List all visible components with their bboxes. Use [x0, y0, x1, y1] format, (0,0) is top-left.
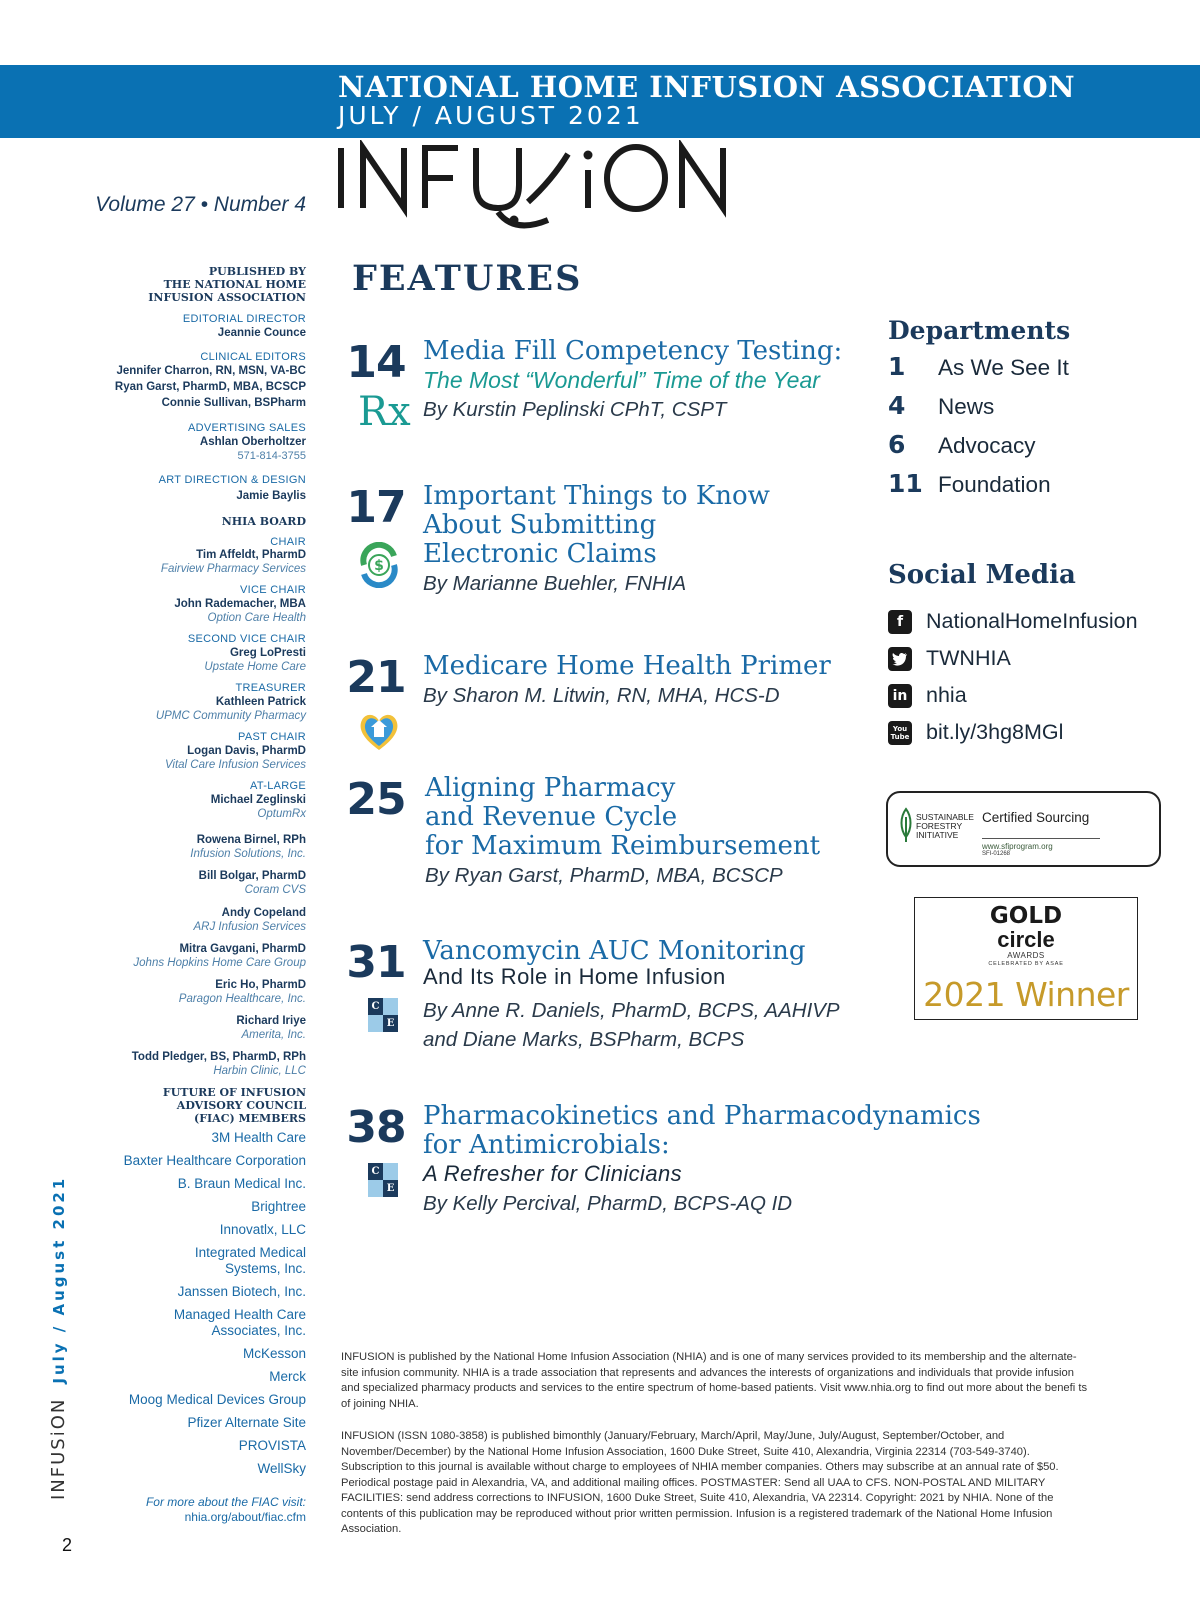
association-title: NATIONAL HOME INFUSION ASSOCIATION: [338, 70, 1076, 104]
feature-subtitle: And Its Role in Home Infusion: [423, 964, 726, 989]
department-name: News: [938, 394, 995, 419]
fiac-member: B. Braun Medical Inc.: [177, 1176, 306, 1191]
fiac-member: Merck: [269, 1369, 306, 1384]
fiac-member: Moog Medical Devices Group: [128, 1392, 306, 1407]
feature-page: 14: [346, 337, 406, 388]
gold-awards-text: AWARDS: [1007, 951, 1045, 960]
board-name: Bill Bolgar, PharmD: [198, 870, 306, 882]
fiac-heading: (FIAC) MEMBERS: [194, 1112, 306, 1125]
social-heading: Social Media: [888, 560, 1076, 590]
masthead-name: Connie Sullivan, BSPharm: [161, 397, 306, 409]
social-label: TWNHIA: [926, 646, 1011, 670]
feature-byline: By Sharon M. Litwin, RN, MHA, HCS-D: [423, 684, 780, 707]
feature-title: Important Things to Know: [423, 481, 770, 511]
feature-title: for Antimicrobials:: [423, 1130, 670, 1160]
feature-page: 17: [346, 482, 406, 533]
departments-list: [888, 352, 1069, 508]
board-role: VICE CHAIR: [240, 584, 306, 596]
feature-byline: By Marianne Buehler, FNHIA: [423, 572, 687, 595]
linkedin-icon: in: [888, 684, 912, 708]
department-page: 11: [888, 469, 923, 498]
board-heading: NHIA BOARD: [221, 515, 306, 528]
feature-page: 21: [346, 652, 406, 703]
feature-byline: By Kelly Percival, PharmD, BCPS-AQ ID: [423, 1192, 793, 1215]
gold-circle-award: [914, 897, 1138, 1020]
board-org: ARJ Infusion Services: [193, 921, 306, 933]
fiac-member: WellSky: [257, 1461, 306, 1476]
board-role: SECOND VICE CHAIR: [187, 633, 306, 645]
sfi-url: www.sfiprogram.org: [982, 842, 1053, 851]
masthead-name: Jeannie Counce: [217, 327, 306, 339]
svg-text:$: $: [374, 558, 384, 574]
departments-heading: Departments: [888, 316, 1071, 345]
fiac-member: Managed Health Care Associates, Inc.: [173, 1307, 306, 1338]
social-label: NationalHomeInfusion: [926, 609, 1138, 633]
publication-info: INFUSION (ISSN 1080-3858) is published bimonthly (January/February, March/April, May/June, July/August, September/October, and November/December) by the National Home Infusion Association, 1600 Duke Street, Suite 410, Alexandria, Virginia 22314 (703-549-3740). Subscription to this journal is available without charge to employees of NHIA member companies. Others may subscribe at an annual rate of $50. Periodical postage paid in Alexandria, VA, and additional mailing offices. POSTMASTER: Send all UAA to CFS. NON-POSTAL AND MILITARY FACILITIES: send address corrections to INFUSION, 1600 Duke Street, Suite 410, Alexandria, VA 22314. Copyright: 2021 by NHIA. None of the contents of this publication may be reproduced without prior written permission. Infusion is a registered trademark of the National Home Infusion Association.: [341, 1430, 1059, 1535]
masthead-role: ART DIRECTION & DESIGN: [158, 474, 306, 486]
tree-icon: [898, 807, 914, 848]
feature-title: Vancomycin AUC Monitoring: [423, 936, 806, 966]
masthead-name: Jennifer Charron, RN, MSN, VA-BC: [116, 365, 306, 377]
board-name: John Rademacher, MBA: [174, 598, 306, 610]
sfi-org: SUSTAINABLE FORESTRY INITIATIVE: [916, 812, 974, 840]
department-item[interactable]: [888, 391, 1069, 430]
gold-winner-text: 2021 Winner: [923, 975, 1129, 1014]
social-item[interactable]: [888, 640, 1138, 677]
published-by-line: THE NATIONAL HOME: [163, 278, 306, 291]
facebook-icon: f: [888, 610, 912, 634]
features-heading: FEATURES: [352, 258, 583, 299]
department-name: Advocacy: [938, 433, 1036, 458]
spine-logo: INFUSiON: [48, 1397, 69, 1500]
department-item[interactable]: [888, 469, 1069, 508]
feature-page: 38: [346, 1102, 406, 1153]
board-role: CHAIR: [270, 536, 306, 548]
masthead-name: Jamie Baylis: [236, 490, 306, 502]
department-name: As We See It: [938, 355, 1069, 380]
fiac-heading: FUTURE OF INFUSION: [162, 1086, 306, 1099]
board-org: Coram CVS: [244, 884, 306, 896]
feature-page: 25: [346, 774, 406, 825]
infusion-logo: [338, 140, 738, 240]
issue-date: JULY / AUGUST 2021: [338, 101, 644, 130]
board-name: Mitra Gavgani, PharmD: [179, 943, 306, 955]
fiac-member: Innovatlx, LLC: [219, 1222, 306, 1237]
feature-byline: By Kurstin Peplinski CPhT, CSPT: [423, 398, 727, 421]
masthead-name: Ryan Garst, PharmD, MBA, BCSCP: [114, 381, 306, 393]
fiac-link[interactable]: nhia.org/about/fiac.cfm: [184, 1510, 306, 1524]
fiac-member: Baxter Healthcare Corporation: [123, 1153, 306, 1168]
fiac-member: McKesson: [242, 1346, 306, 1361]
sfi-divider: [982, 838, 1100, 839]
sfi-badge: [886, 791, 1161, 867]
feature-subtitle: The Most “Wonderful” Time of the Year: [423, 367, 820, 393]
feature-byline: and Diane Marks, BSPharm, BCPS: [423, 1028, 745, 1051]
department-name: Foundation: [938, 472, 1051, 497]
rx-icon: Rx: [358, 389, 411, 435]
fiac-member: Brightree: [251, 1199, 306, 1214]
board-org: Johns Hopkins Home Care Group: [133, 957, 306, 969]
board-name: Tim Affeldt, PharmD: [196, 549, 306, 561]
feature-title: Electronic Claims: [423, 539, 657, 569]
advertising-phone: 571-814-3755: [237, 450, 306, 462]
board-name: Greg LoPresti: [229, 647, 306, 659]
feature-title: Media Fill Competency Testing:: [423, 336, 843, 366]
board-org: Amerita, Inc.: [241, 1029, 306, 1041]
board-org: Fairview Pharmacy Services: [160, 563, 306, 575]
board-name: Eric Ho, PharmD: [215, 979, 306, 991]
ce-icon: C E: [368, 998, 398, 1032]
board-org: Vital Care Infusion Services: [164, 759, 306, 771]
board-role: PAST CHAIR: [238, 731, 306, 743]
sfi-cert: Certified Sourcing: [982, 810, 1090, 825]
gold-logo: GOLD: [989, 903, 1063, 929]
board-role: TREASURER: [235, 682, 306, 694]
twitter-icon: [888, 647, 912, 671]
feature-title: About Submitting: [423, 510, 657, 540]
feature-byline: By Anne R. Daniels, PharmD, BCPS, AAHIVP: [423, 999, 840, 1022]
feature-byline: By Ryan Garst, PharmD, MBA, BCSCP: [425, 864, 783, 887]
department-item[interactable]: [888, 352, 1069, 391]
gold-circle-text: circle: [997, 927, 1055, 952]
volume-number: Volume 27 • Number 4: [95, 193, 306, 216]
gold-celebrated-text: CELEBRATED BY ASAE: [988, 961, 1064, 967]
feature-title: Pharmacokinetics and Pharmacodynamics: [423, 1101, 981, 1131]
fiac-member: Janssen Biotech, Inc.: [177, 1284, 306, 1299]
board-org: Paragon Healthcare, Inc.: [178, 993, 306, 1005]
feature-title: and Revenue Cycle: [425, 802, 678, 832]
fiac-member: 3M Health Care: [211, 1130, 306, 1145]
board-name: Andy Copeland: [221, 907, 306, 919]
social-item[interactable]: [888, 677, 1138, 714]
board-role: AT-LARGE: [250, 780, 306, 792]
publisher-note: INFUSION is published by the National Home Infusion Association (NHIA) and is one of many services provided to its membership and the alternate-site infusion community. NHIA is a trade association that represents and advances the interests of organizations and individuals that provide infusion and specialized pharmacy products and services to the entire spectrum of home-based patients. Visit www.nhia.org to find out more about the benefi ts of joining NHIA.: [341, 1351, 1088, 1410]
spine-date: July / August 2021: [50, 1175, 68, 1384]
board-org: Option Care Health: [207, 612, 306, 624]
board-org: Infusion Solutions, Inc.: [190, 848, 306, 860]
social-item[interactable]: [888, 603, 1138, 640]
board-org: Harbin Clinic, LLC: [213, 1065, 306, 1077]
dollar-cycle-icon: [356, 542, 402, 588]
department-page: 6: [888, 430, 906, 459]
feature-title: for Maximum Reimbursement: [425, 831, 821, 861]
board-org: OptumRx: [257, 808, 306, 820]
fiac-footer: For more about the FIAC visit:: [145, 1495, 306, 1509]
board-org: Upstate Home Care: [204, 661, 306, 673]
masthead-role: EDITORIAL DIRECTOR: [182, 313, 306, 325]
heart-home-icon: [356, 708, 402, 754]
feature-title: Medicare Home Health Primer: [423, 651, 831, 681]
masthead-role: ADVERTISING SALES: [188, 422, 306, 434]
department-page: 1: [888, 352, 906, 381]
feature-subtitle: A Refresher for Clinicians: [423, 1161, 683, 1186]
board-org: UPMC Community Pharmacy: [155, 710, 306, 722]
board-name: Richard Iriye: [236, 1015, 306, 1027]
department-item[interactable]: [888, 430, 1069, 469]
spine-text: [48, 1176, 69, 1500]
fiac-heading: ADVISORY COUNCIL: [176, 1099, 306, 1112]
social-item[interactable]: [888, 714, 1138, 751]
ce-icon: C E: [368, 1163, 398, 1197]
published-by-line: INFUSION ASSOCIATION: [148, 291, 306, 304]
board-name: Rowena Birnel, RPh: [196, 834, 306, 846]
social-label: nhia: [926, 683, 967, 707]
page-number: 2: [62, 1535, 73, 1555]
fiac-member: Integrated Medical Systems, Inc.: [194, 1245, 306, 1276]
board-name: Kathleen Patrick: [215, 696, 306, 708]
youtube-icon: You Tube: [888, 721, 912, 745]
sfi-code: SFI-01268: [982, 851, 1011, 857]
fiac-member: Pfizer Alternate Site: [187, 1415, 306, 1430]
board-name: Todd Pledger, BS, PharmD, RPh: [131, 1051, 306, 1063]
board-name: Michael Zeglinski: [210, 794, 306, 806]
department-page: 4: [888, 391, 906, 420]
feature-page: 31: [346, 937, 406, 988]
social-label: bit.ly/3hg8MGl: [926, 720, 1064, 744]
masthead-role: CLINICAL EDITORS: [200, 351, 306, 363]
published-by-line: PUBLISHED BY: [208, 265, 306, 278]
board-name: Logan Davis, PharmD: [187, 745, 306, 757]
masthead: [100, 265, 306, 1525]
social-list: [888, 603, 1138, 751]
masthead-name: Ashlan Oberholtzer: [199, 436, 306, 448]
fiac-member: PROVISTA: [238, 1438, 306, 1453]
feature-title: Aligning Pharmacy: [425, 773, 676, 803]
